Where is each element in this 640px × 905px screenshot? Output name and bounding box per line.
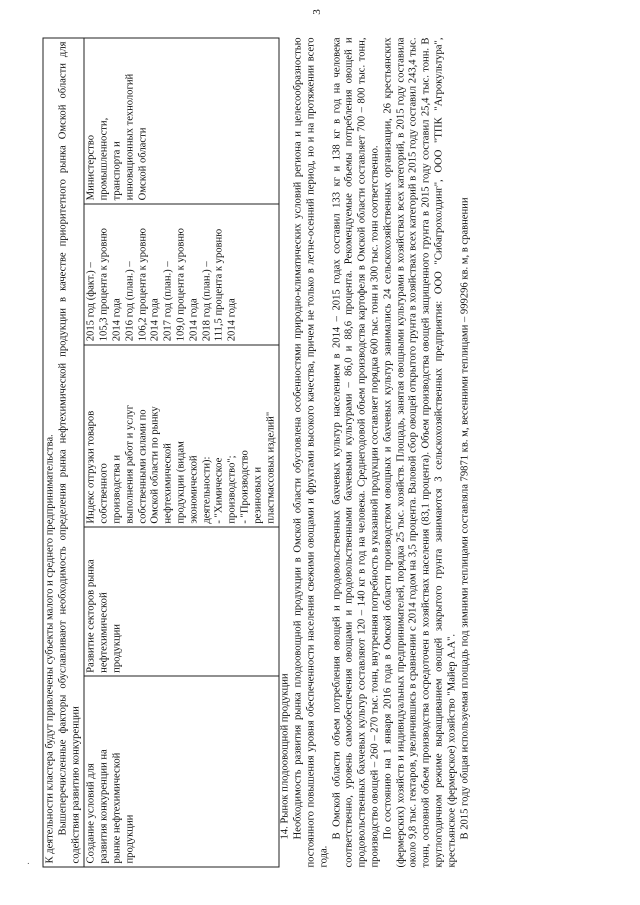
program-table: [43, 38, 280, 868]
cell-line: инновационных технологий: [124, 73, 136, 201]
cell-direction: [84, 527, 279, 676]
paragraph: В 2015 году общая используемая площадь под зимними теплицами составляла 79871 кв. м, весенними теплицами – 999296 кв. м, в сравнении: [459, 197, 470, 840]
cell-responsible: [84, 38, 279, 204]
table-intro-row: [43, 38, 84, 867]
intro-line-2: Вышеперечисленные факторы обуславливают необходимость определения рынка нефтехимической продукции в качестве приоритетного рынка Омской области для содействия развитию конкуренции: [57, 41, 82, 864]
cell-line: деятельности):: [201, 456, 213, 524]
cell-line: производства и: [111, 454, 123, 524]
cell-line: 2017 год (план.) –: [162, 261, 174, 342]
cell-measure: [84, 676, 279, 867]
paragraph: По состоянию на 1 января 2016 года в Омской области производством овощных и бахчевых культур занимались 24 сельскохозяйственных организации, 26 крестьянских (фермерских) хозяйств и индивидуальных предпринимателей, порядка 25 тыс. хозяйств. Площадь, занятая овощными культурами в хозяйствах всех категорий, в 2015 году составила около 9,8 тыс. гектаров, увеличившись в сравнении с 2014 годом на 3,5 процента. Валовой сбор овощей открытого грунта в хозяйствах всех категорий в 2015 году составил 243,4 тыс. тонн, основной объем производства сосредоточен в хозяйствах населения (83,1 процента). Объем производства овощей защищенного грунта в 2015 году составил 25,4 тыс. тонн. В круглогодичном режиме выращиванием овощей закрытого грунта занимаются 3 сельскохозяйственных предприятия: ООО "Сибагрохолдинг", ООО "ТПК "Агрокультура", крестьянское (фермерское) хозяйство "Майер А.А".: [382, 37, 458, 868]
cell-line: 109,0 процента к уровню: [175, 228, 187, 342]
cell-line: Омской области: [137, 127, 149, 201]
cell-line: рынке нефтехимической: [111, 752, 123, 864]
cell-line: пластмассовых изделий": [265, 411, 277, 524]
cell-line: производство";: [226, 455, 238, 524]
paragraph: В Омской области объем потребления овощей и продовольственных бахчевых культур населением в 2014 – 2015 годах составил 133 кг и 138 кг в год на человека соответственно, уровень самообеспечения овощами и продовольственными бахчевыми культурами – 86,0 и 88,6 процента. Рекомендуемые объемы потребления овощей и продовольственных бахчевых культур составляют 120 – 140 кг в год на человека. Среднегодовой объем производства картофеля в Омской области составляет 700 – 800 тыс. тонн, производство овощей – 260 – 270 тыс. тонн, внутренняя потребность в указанной продукции составляет порядка 600 тыс. тонн и 300 тыс. тонн соответственно.: [331, 37, 381, 868]
cell-line: 111,5 процента к уровню: [213, 228, 225, 342]
cell-line: Индекс отгрузки товаров: [85, 410, 97, 524]
cell-line: 2014 года: [226, 298, 238, 342]
page-number: 3: [310, 9, 323, 15]
cell-line: - "Производство: [239, 450, 251, 524]
cell-line: нефтехимической: [98, 592, 110, 673]
rotated-page-content: [43, 38, 598, 868]
cell-line: Министерство: [85, 135, 97, 201]
cell-targets: [84, 204, 279, 345]
cell-line: нефтехимической: [162, 443, 174, 524]
section-title: 14. Рынок плодоовощной продукции: [279, 673, 291, 840]
table-intro-cell: [43, 38, 84, 867]
cell-line: 2015 год (факт.) –: [85, 262, 97, 342]
cell-line: продукции (видам: [175, 441, 187, 524]
cell-line: Создание условий для: [85, 763, 97, 864]
cell-line: транспорта и: [111, 141, 123, 201]
cell-line: 2016 год (план.) –: [124, 261, 136, 342]
cell-line: резиновых и: [252, 466, 264, 524]
cell-line: экономической: [188, 455, 200, 524]
cell-line: 105,3 процента к уровню: [98, 228, 110, 342]
intro-line-1: К деятельности кластера будут привлечены субъекты малого и среднего предпринимательства.: [44, 434, 56, 864]
cell-line: 2014 года: [111, 298, 123, 342]
cell-line: промышленности,: [98, 117, 110, 201]
cell-line: - "Химическое: [213, 457, 225, 524]
cell-line: развития конкуренции на: [98, 749, 110, 864]
table-row: [84, 38, 279, 867]
cell-line: выполнения работ и услуг: [124, 405, 136, 524]
cell-line: Омской области по рынку: [149, 406, 161, 524]
scan-mark: ·: [24, 861, 36, 866]
cell-line: 2014 года: [188, 298, 200, 342]
cell-line: собственными силами по: [137, 409, 149, 524]
cell-line: 2014 года: [149, 298, 161, 342]
cell-line: 106,2 процента к уровню: [137, 228, 149, 342]
cell-line: продукции: [124, 814, 136, 864]
cell-line: продукции: [111, 624, 123, 673]
cell-line: собственного: [98, 463, 110, 524]
paragraph: Необходимость развития рынка плодоовощной продукции в Омской области обусловлена особенностями природно-климатических условий региона и целесообразностью постоянного повышения уровня обеспеченности населения свежими овощами и фруктами высокого качества, причем не только в летне-осенний период, но и на протяжении всего года.: [292, 37, 330, 868]
cell-line: 2018 год (план.) –: [201, 261, 213, 342]
cell-line: Развитие секторов рынка: [85, 559, 97, 673]
cell-indicator: [84, 345, 279, 527]
